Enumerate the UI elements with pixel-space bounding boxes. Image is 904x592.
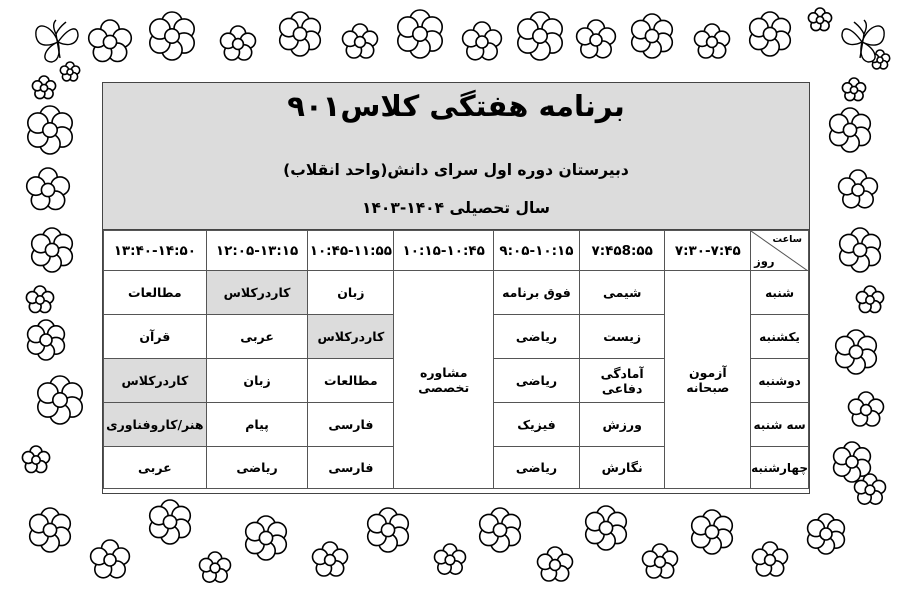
- class-cell: کاردرکلاس: [206, 271, 308, 315]
- morning-exam-cell: آزمون صبحانه: [665, 271, 751, 489]
- time-header: ۷:۳۰-۷:۴۵: [665, 231, 751, 271]
- schedule-header: [103, 83, 809, 230]
- flower-decoration: [280, 12, 321, 56]
- day-cell: یکشنبه: [751, 315, 809, 359]
- flower-decoration: [692, 510, 733, 554]
- time-header: ۹:۰۵-۱۰:۱۵: [494, 231, 580, 271]
- corner-cell: [751, 231, 809, 271]
- flower-decoration: [30, 508, 71, 552]
- class-cell: عربی: [206, 315, 308, 359]
- flower-decoration: [398, 10, 442, 58]
- class-cell: آمادگی دفاعی: [579, 359, 665, 403]
- flower-decoration: [60, 62, 79, 81]
- flower-decoration: [368, 508, 409, 552]
- flower-decoration: [808, 8, 831, 31]
- flower-decoration: [480, 508, 521, 552]
- flower-decoration: [842, 78, 865, 101]
- flower-decoration: [643, 544, 678, 578]
- flower-decoration: [830, 108, 871, 152]
- flower-decoration: [836, 330, 877, 374]
- flower-decoration: [38, 376, 82, 424]
- class-cell: ریاضی: [494, 315, 580, 359]
- day-cell: دوشنبه: [751, 359, 809, 403]
- schedule-card: [102, 82, 810, 494]
- class-cell: فیزیک: [494, 403, 580, 447]
- flower-decoration: [538, 547, 573, 581]
- class-cell: کاردرکلاس: [104, 359, 207, 403]
- class-cell: ریاضی: [494, 447, 580, 489]
- flower-decoration: [463, 22, 502, 60]
- class-cell: قرآن: [104, 315, 207, 359]
- time-header: ۱۰:۴۵-۱۱:۵۵: [308, 231, 394, 271]
- flower-decoration: [856, 286, 883, 313]
- flower-decoration: [27, 168, 70, 210]
- flower-decoration: [840, 228, 881, 272]
- school-name: دبیرستان دوره اول سرای دانش(واحد انقلاب): [283, 161, 629, 179]
- time-header: ۷:۴۵8:۵۵: [579, 231, 665, 271]
- class-cell: زیست: [579, 315, 665, 359]
- flower-decoration: [750, 12, 791, 56]
- flower-decoration: [28, 320, 65, 360]
- flower-decoration: [313, 542, 348, 576]
- class-cell: پیام: [206, 403, 308, 447]
- weekly-schedule-table: [103, 230, 809, 489]
- time-header: ۱۲:۰۵-۱۳:۱۵: [206, 231, 308, 271]
- flower-decoration: [518, 12, 562, 60]
- class-cell: ریاضی: [206, 447, 308, 489]
- flower-decoration: [91, 540, 130, 578]
- flower-decoration: [343, 24, 378, 58]
- academic-year: سال تحصیلی ۱۴۰۴-۱۴۰۳: [361, 199, 551, 217]
- class-cell: نگارش: [579, 447, 665, 489]
- table-row: [104, 271, 809, 315]
- butterfly-decoration: [36, 20, 78, 62]
- flower-decoration: [808, 514, 845, 554]
- table-header-row: [104, 231, 809, 271]
- time-header: ۱۳:۴۰-۱۴:۵۰: [104, 231, 207, 271]
- class-cell: فارسی: [308, 403, 394, 447]
- flower-decoration: [89, 20, 132, 62]
- flower-decoration: [577, 20, 616, 58]
- flower-decoration: [28, 106, 72, 154]
- flower-decoration: [695, 24, 730, 58]
- flower-decoration: [221, 26, 256, 60]
- class-cell: زبان: [206, 359, 308, 403]
- class-cell: کاردرکلاس: [308, 315, 394, 359]
- flower-decoration: [834, 442, 871, 482]
- day-cell: سه شنبه: [751, 403, 809, 447]
- flower-decoration: [849, 392, 884, 426]
- flower-decoration: [150, 500, 191, 544]
- class-cell: زبان: [308, 271, 394, 315]
- flower-decoration: [150, 12, 194, 60]
- corner-hour-label: ساعت: [772, 234, 802, 245]
- class-cell: شیمی: [579, 271, 665, 315]
- flower-decoration: [246, 516, 287, 560]
- class-cell: مطالعات: [104, 271, 207, 315]
- time-header: ۱۰:۱۵-۱۰:۴۵: [394, 231, 494, 271]
- flower-decoration: [839, 170, 878, 208]
- page-title: برنامه هفتگی کلاس۹۰۱: [287, 89, 625, 123]
- flower-decoration: [753, 542, 788, 576]
- flower-decoration: [22, 446, 49, 473]
- flower-decoration: [32, 228, 73, 272]
- class-cell: ریاضی: [494, 359, 580, 403]
- class-cell: فوق برنامه: [494, 271, 580, 315]
- flower-decoration: [632, 14, 673, 58]
- flower-decoration: [26, 286, 53, 313]
- day-cell: چهارشنبه: [751, 447, 809, 489]
- consulting-cell: مشاوره تخصصی: [394, 271, 494, 489]
- day-cell: شنبه: [751, 271, 809, 315]
- class-cell: ورزش: [579, 403, 665, 447]
- class-cell: مطالعات: [308, 359, 394, 403]
- class-cell: هنر/کاروفناوری: [104, 403, 207, 447]
- corner-day-label: روز: [754, 254, 775, 268]
- flower-decoration: [586, 506, 627, 550]
- flower-decoration: [32, 76, 55, 99]
- flower-decoration: [200, 552, 231, 582]
- flower-decoration: [435, 544, 466, 574]
- class-cell: فارسی: [308, 447, 394, 489]
- class-cell: عربی: [104, 447, 207, 489]
